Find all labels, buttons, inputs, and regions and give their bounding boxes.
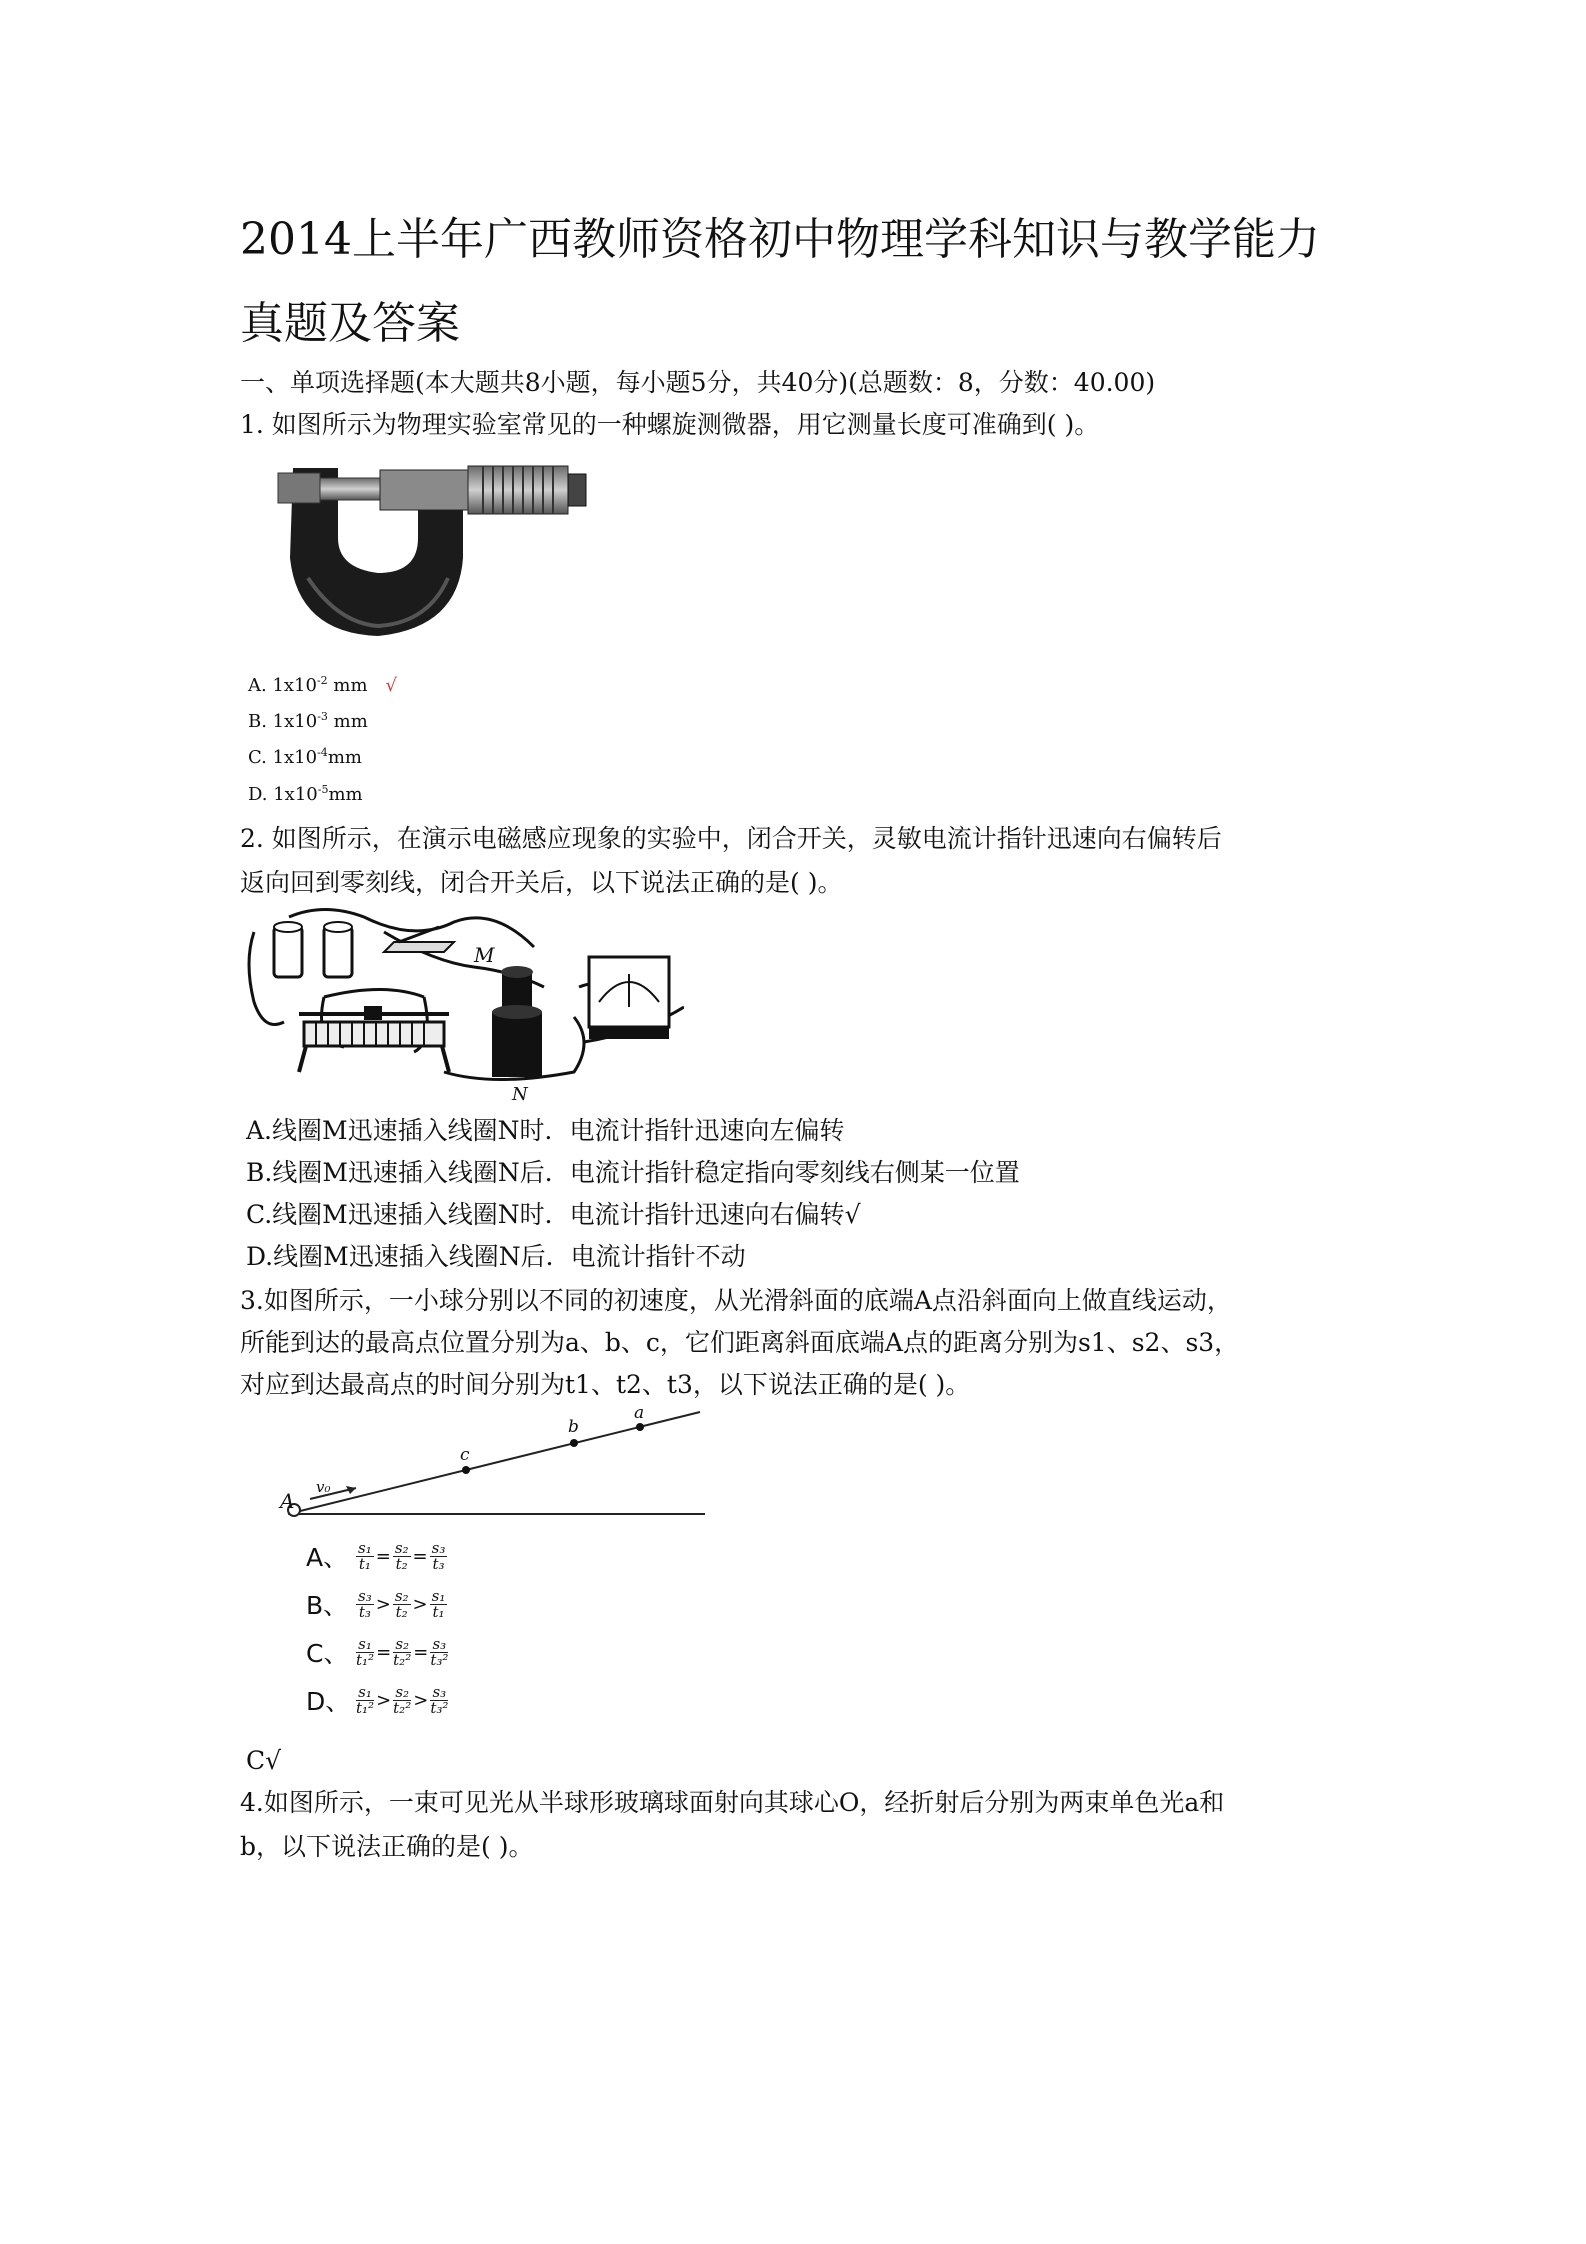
q3-stem-line3: 对应到达最高点的时间分别为t1、t2、t3，以下说法正确的是( )。 xyxy=(240,1370,971,1399)
q2-stem-line2: 返向回到零刻线，闭合开关后，以下说法正确的是( )。 xyxy=(240,868,843,897)
q4-stem-line2: b，以下说法正确的是( )。 xyxy=(240,1832,534,1861)
q1-option-b: B. $1x10^{-3}$ mm xyxy=(248,710,368,732)
incline-figure xyxy=(270,1404,710,1524)
q3-option-c: C、 $\frac{\text{s₁}}{\text{t₁²}}$ = $\frac{\text{s₂}}{\text{t₂²}}$ = $\frac{\text{s₃}}{\text{t₃²}}$ xyxy=(306,1634,449,1669)
q3-stem-line1: 3.如图所示，一小球分别以不同的初速度，从光滑斜面的底端A点沿斜面向上做直线运动， xyxy=(240,1286,1232,1315)
document-title: 2014上半年广西教师资格初中物理学科知识与教学能力真题及答案 xyxy=(240,214,1320,349)
incline-label-b: b xyxy=(568,1417,579,1437)
incline-label-a: a xyxy=(634,1404,645,1423)
q2-option-c: C.线圈M迅速插入线圈N时．电流计指针迅速向右偏转√ xyxy=(246,1200,861,1229)
coil-label-m: M xyxy=(474,943,495,967)
incline-label-A: A xyxy=(280,1489,295,1513)
answer-check-mark: √ xyxy=(385,675,398,696)
q1-stem: 1. 如图所示为物理实验室常见的一种螺旋测微器，用它测量长度可准确到( )。 xyxy=(240,410,1100,439)
q2-option-d: D.线圈M迅速插入线圈N后．电流计指针不动 xyxy=(246,1242,746,1271)
q2-option-b: B.线圈M迅速插入线圈N后．电流计指针稳定指向零刻线右侧某一位置 xyxy=(246,1158,1020,1187)
incline-label-v0: v₀ xyxy=(316,1478,331,1496)
q3-stem-line2: 所能到达的最高点位置分别为a、b、c，它们距离斜面底端A点的距离分别为s1、s2、s3， xyxy=(240,1328,1240,1357)
micrometer-figure xyxy=(268,448,588,643)
section-heading: 一、单项选择题(本大题共8小题，每小题5分，共40分)(总题数：8，分数：40.00) xyxy=(240,368,1156,397)
electromagnetic-induction-figure xyxy=(244,902,684,1102)
coil-label-n: N xyxy=(512,1084,528,1102)
q1-option-a: A. $1x10^{-2}$ mm √ xyxy=(248,674,398,696)
q2-stem-line1: 2. 如图所示，在演示电磁感应现象的实验中，闭合开关，灵敏电流计指针迅速向右偏转后 xyxy=(240,824,1222,853)
q4-stem-line1: 4.如图所示，一束可见光从半球形玻璃球面射向其球心O，经折射后分别为两束单色光a和 xyxy=(240,1788,1225,1817)
q2-option-a: A.线圈M迅速插入线圈N时．电流计指针迅速向左偏转 xyxy=(246,1116,845,1145)
q1-option-d: D. $1x10^{-5}mm$ xyxy=(248,783,363,805)
q3-option-a: A、 $\frac{\text{s₁}}{\text{t₁}}$ = $\frac{\text{s₂}}{\text{t₂}}$ = $\frac{\text{s₃}}{\text{t₃}}$ xyxy=(306,1538,446,1573)
incline-label-c: c xyxy=(460,1445,470,1465)
q3-option-b: B、 $\frac{\text{s₃}}{\text{t₃}}$ > $\frac{\text{s₂}}{\text{t₂}}$ > $\frac{\text{s₁}}{\text{t₁}}$ xyxy=(306,1586,446,1621)
q3-answer: C√ xyxy=(246,1746,282,1775)
q3-option-d: D、 $\frac{\text{s₁}}{\text{t₁²}}$ > $\frac{\text{s₂}}{\text{t₂²}}$ > $\frac{\text{s₃}}{\text{t₃²}}$ xyxy=(306,1682,449,1717)
q1-option-c: C. $1x10^{-4}mm$ xyxy=(248,746,362,768)
